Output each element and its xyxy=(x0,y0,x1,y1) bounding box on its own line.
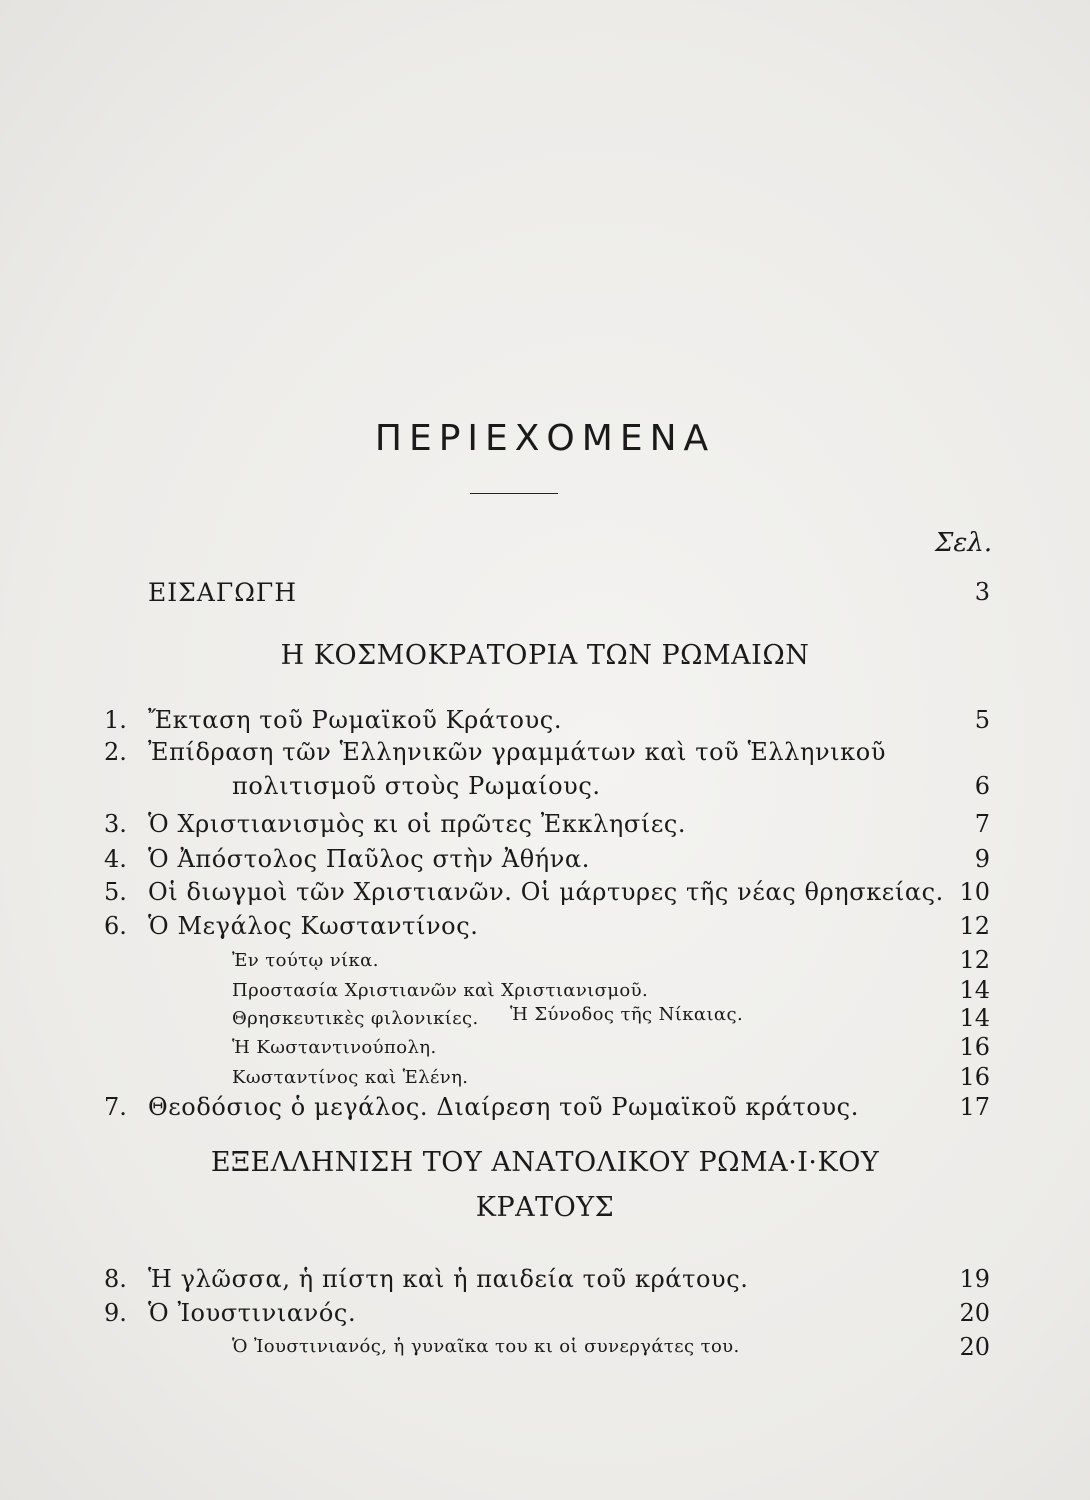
entry-page: 17 xyxy=(959,1093,990,1121)
entry-title: Οἱ διωγμοὶ τῶν Χριστιανῶν. Οἱ μάρτυρες τῆς νέας θρησκείας. xyxy=(148,878,944,906)
page-title: ΠΕΡΙΕΧΟΜΕΝΑ xyxy=(374,418,716,459)
subentry-title-second: Ἡ Σύνοδος τῆς Νίκαιας. xyxy=(510,1004,744,1025)
subentry-title: Κωσταντίνος καὶ Ἑλένη. xyxy=(232,1067,469,1088)
section-heading-continuation: ΚΡΑΤΟΥΣ xyxy=(475,1192,615,1223)
entry-page: 9 xyxy=(974,845,990,873)
entry-number: 8. xyxy=(104,1265,127,1293)
entry-title: Ὁ Μεγάλος Κωσταντίνος. xyxy=(148,912,479,940)
introduction-page: 3 xyxy=(974,578,990,606)
entry-title: Θεοδόσιος ὁ μεγάλος. Διαίρεση τοῦ Ρωμαϊκοῦ κράτους. xyxy=(148,1093,859,1121)
entry-number: 1. xyxy=(104,706,127,734)
entry-page: 10 xyxy=(959,878,990,906)
subentry-title: Ἐν τούτῳ νίκα. xyxy=(232,950,379,971)
subentry-page: 12 xyxy=(959,946,990,974)
subentry-title: Ὁ Ἰουστινιανός, ἡ γυναῖκα του κι οἱ συνεργάτες του. xyxy=(232,1336,740,1357)
entry-page: 12 xyxy=(959,912,990,940)
subentry-title: Ἡ Κωσταντινούπολη. xyxy=(232,1037,437,1058)
entry-number: 5. xyxy=(104,878,127,906)
entry-number: 9. xyxy=(104,1299,127,1327)
entry-page: 5 xyxy=(974,706,990,734)
entry-number: 2. xyxy=(104,738,127,766)
subentry-page: 20 xyxy=(959,1333,990,1361)
entry-page: 6 xyxy=(974,772,990,800)
entry-title: Ἔκταση τοῦ Ρωμαϊκοῦ Κράτους. xyxy=(148,706,563,734)
entry-number: 4. xyxy=(104,845,127,873)
entry-number: 3. xyxy=(104,810,127,838)
page-column-label: Σελ. xyxy=(935,528,993,558)
subentry-page: 16 xyxy=(959,1063,990,1091)
subentry-page: 16 xyxy=(959,1033,990,1061)
entry-title: Ὁ Ἀπόστολος Παῦλος στὴν Ἀθήνα. xyxy=(148,845,590,873)
subentry-page: 14 xyxy=(959,976,990,1004)
entry-title: Ἐπίδραση τῶν Ἑλληνικῶν γραμμάτων καὶ τοῦ Ἑλληνικοῦ xyxy=(148,738,887,766)
section-heading: Η ΚΟΣΜΟΚΡΑΤΟΡΙΑ ΤΩΝ ΡΩΜΑΙΩΝ xyxy=(280,640,810,671)
entry-title-continuation: πολιτισμοῦ στοὺς Ρωμαίους. xyxy=(232,772,601,800)
entry-page: 7 xyxy=(974,810,990,838)
subentry-title: Θρησκευτικὲς φιλονικίες. xyxy=(232,1008,479,1029)
entry-page: 19 xyxy=(959,1265,990,1293)
entry-title: Ὁ Χριστιανισμὸς κι οἱ πρῶτες Ἐκκλησίες. xyxy=(148,810,687,838)
entry-number: 6. xyxy=(104,912,127,940)
section-heading: ΕΞΕΛΛΗΝΙΣΗ ΤΟΥ ΑΝΑΤΟΛΙΚΟΥ ΡΩΜΑ·Ι·ΚΟΥ xyxy=(210,1147,880,1178)
entry-number: 7. xyxy=(104,1093,127,1121)
introduction-label: ΕΙΣΑΓΩΓΗ xyxy=(148,578,298,607)
subentry-title: Προστασία Χριστιανῶν καὶ Χριστιανισμοῦ. xyxy=(232,980,649,1001)
entry-page: 20 xyxy=(959,1299,990,1327)
subentry-page: 14 xyxy=(959,1004,990,1032)
title-underline xyxy=(470,493,558,494)
entry-title: Ὁ Ἰουστινιανός. xyxy=(148,1299,357,1327)
entry-title: Ἡ γλῶσσα, ἡ πίστη καὶ ἡ παιδεία τοῦ κράτους. xyxy=(148,1265,749,1293)
